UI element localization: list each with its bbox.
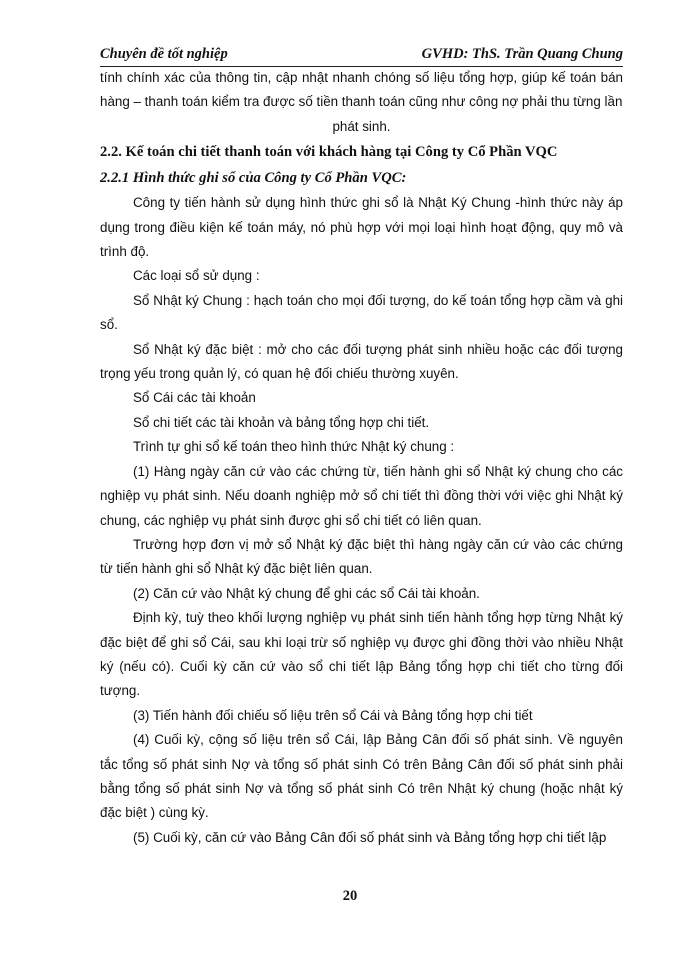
- paragraph: (4) Cuối kỳ, cộng số liệu trên sổ Cái, lập Bảng Cân đối số phát sinh. Về nguyên tắc tổng số phát sinh Nợ và tổng số phát sinh Có trên Bảng Cân đối số phát sinh phải bằng tổng số phát sinh Nợ và tổng số phát sinh Có trên Nhật ký chung (hoặc nhật ký đặc biệt ) cùng kỳ.: [100, 732, 623, 821]
- paragraph: Trường hợp đơn vị mở sổ Nhật ký đặc biệt thì hàng ngày căn cứ vào các chứng từ tiến hành ghi sổ Nhật ký đặc biệt liên quan.: [100, 536, 623, 577]
- page-header: [100, 44, 623, 67]
- paragraph: (3) Tiến hành đối chiếu số liệu trên sổ Cái và Bảng tổng hợp chi tiết: [133, 707, 533, 723]
- paragraph: Trình tự ghi sổ kế toán theo hình thức Nhật ký chung :: [133, 439, 455, 455]
- header-title: Chuyên đề tốt nghiệp: [100, 46, 228, 62]
- paragraph: Sổ Nhật ký đặc biệt : mở cho các đối tượng phát sinh nhiều hoặc các đối tượng trọng yếu trong quản lý, có quan hệ đối chiếu thường xuyên.: [100, 341, 623, 382]
- subsection-heading: 2.2.1 Hình thức ghi sổ của Công ty Cổ Phần VQC:: [100, 170, 407, 187]
- paragraph: Công ty tiến hành sử dụng hình thức ghi sổ là Nhật Ký Chung -hình thức này áp dụng trong điều kiện kế toán máy, nó phù hợp với mọi loại hình hoạt động, quy mô và trình độ.: [100, 195, 623, 260]
- paragraph: Định kỳ, tuỳ theo khối lượng nghiệp vụ phát sinh tiến hành tổng hợp từng Nhật ký đặc biệt để ghi sổ Cái, sau khi loại trừ số nghiệp vụ được ghi đồng thời vào nhiều Nhật ký (nếu có). Cuối kỳ căn cứ vào sổ chi tiết lập Bảng tổng hợp chi tiết cho từng đối tượng.: [100, 610, 623, 699]
- paragraph: Sổ chi tiết các tài khoản và bảng tổng hợp chi tiết.: [133, 414, 430, 430]
- paragraph-continuation: tính chính xác của thông tin, cập nhật nhanh chóng số liệu tổng hợp, giúp kế toán bán hàng – thanh toán kiểm tra được số tiền thanh toán cũng như công nợ phải thu từng lần: [100, 70, 623, 110]
- document-body: [100, 66, 623, 850]
- paragraph-continuation-end: phát sinh.: [332, 118, 391, 134]
- paragraph: (2) Căn cứ vào Nhật ký chung để ghi các sổ Cái tài khoản.: [133, 585, 480, 601]
- paragraph: Sổ Cái các tài khoản: [133, 390, 256, 406]
- paragraph: Sổ Nhật ký Chung : hạch toán cho mọi đối tượng, do kế toán tổng hợp cầm và ghi sổ.: [100, 292, 623, 333]
- paragraph: (5) Cuối kỳ, căn cứ vào Bảng Cân đối số phát sinh và Bảng tổng hợp chi tiết lập: [133, 829, 607, 845]
- page-number: 20: [342, 888, 358, 904]
- paragraph: Các loại sổ sử dụng :: [133, 268, 260, 284]
- header-advisor: GVHD: ThS. Trần Quang Chung: [421, 46, 623, 62]
- paragraph: (1) Hàng ngày căn cứ vào các chứng từ, tiến hành ghi sổ Nhật ký chung cho các nghiệp vụ phát sinh. Nếu doanh nghiệp mở sổ chi tiết thì đồng thời với việc ghi Nhật ký chung, các nghiệp vụ phát sinh được ghi sổ chi tiết có liên quan.: [100, 463, 623, 528]
- section-heading: 2.2. Kế toán chi tiết thanh toán với khách hàng tại Công ty Cổ Phần VQC: [100, 144, 558, 161]
